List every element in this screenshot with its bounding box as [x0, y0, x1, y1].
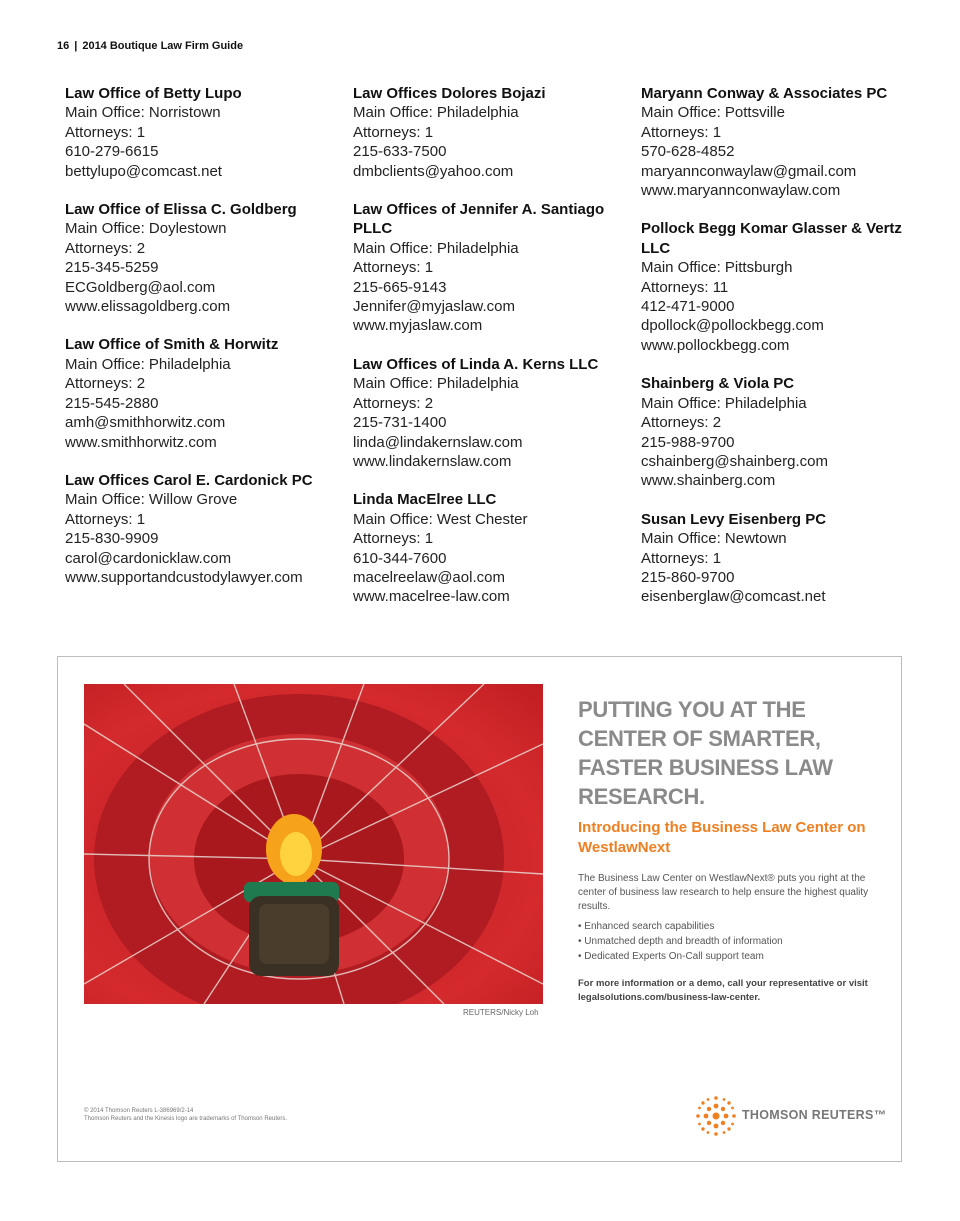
- firm-detail-line: 610-279-6615: [65, 143, 159, 161]
- firm-detail-line: Attorneys: 2: [353, 394, 434, 412]
- firm-detail-line: 412-471-9000: [641, 298, 735, 316]
- firm-name: Susan Levy Eisenberg PC: [641, 510, 827, 528]
- firm-detail-line: Attorneys: 1: [353, 259, 434, 277]
- firm-name: Law Office of Betty Lupo: [65, 85, 242, 102]
- firm-listing: [353, 490, 633, 606]
- firm-detail-line: www.myjaslaw.com: [353, 317, 483, 335]
- ad-subhead: Introducing the Business Law Center on WestlawNext: [578, 819, 866, 856]
- firm-name: Law Offices of Jennifer A. Santiago PLLC: [353, 201, 605, 238]
- firm-detail-line: 215-731-1400: [353, 414, 447, 432]
- ad-bullet: • Unmatched depth and breadth of information: [578, 934, 878, 949]
- firm-detail-line: www.lindakernslaw.com: [353, 452, 512, 470]
- firm-detail-line: 610-344-7600: [353, 549, 447, 567]
- firm-detail-line: Main Office: Philadelphia: [353, 239, 519, 257]
- firm-detail-line: cshainberg@shainberg.com: [641, 452, 828, 470]
- firm-detail-line: Attorneys: 1: [65, 510, 146, 528]
- firm-detail-line: www.supportandcustodylawyer.com: [65, 568, 303, 586]
- firm-detail-line: Main Office: Pottsville: [641, 104, 785, 122]
- firm-listing: [641, 510, 931, 607]
- firm-listing: [641, 219, 931, 355]
- ad-bullet: • Dedicated Experts On-Call support team: [578, 949, 878, 964]
- firm-detail-line: Main Office: Willow Grove: [65, 491, 238, 509]
- ad-headline: PUTTING YOU AT THE CENTER OF SMARTER, FASTER BUSINESS LAW RESEARCH.: [578, 697, 833, 809]
- firm-listing: [641, 84, 931, 200]
- firm-detail-line: Attorneys: 1: [641, 549, 722, 567]
- firm-detail-line: Attorneys: 2: [65, 239, 146, 257]
- firm-name: Law Offices Dolores Bojazi: [353, 85, 546, 102]
- photo-credit: REUTERS/Nicky Loh: [463, 1008, 539, 1017]
- firm-detail-line: Attorneys: 2: [641, 414, 722, 432]
- firm-listing: [353, 355, 633, 471]
- firm-detail-line: Main Office: Philadelphia: [641, 394, 807, 412]
- firm-detail-line: Attorneys: 1: [353, 530, 434, 548]
- firm-detail-line: Main Office: Philadelphia: [353, 375, 519, 393]
- ad-call-to-action: For more information or a demo, call your representative or visit legalsolutions.com/business-law-center.: [578, 978, 868, 1003]
- page-number: 16: [57, 40, 70, 52]
- firm-name: Law Office of Elissa C. Goldberg: [65, 201, 297, 219]
- ad-bullet: • Enhanced search capabilities: [578, 919, 878, 934]
- ad-bullet-list: [578, 919, 878, 964]
- firm-detail-line: 215-988-9700: [641, 433, 735, 451]
- firm-detail-line: www.elissagoldberg.com: [65, 298, 231, 316]
- firm-name: Law Offices Carol E. Cardonick PC: [65, 471, 313, 489]
- firm-listing: [65, 335, 345, 451]
- firm-listing: [641, 374, 931, 490]
- firm-name: Law Office of Smith & Horwitz: [65, 336, 279, 354]
- firm-detail-line: amh@smithhorwitz.com: [65, 414, 226, 432]
- firm-listing: [65, 200, 345, 316]
- firm-detail-line: Main Office: Pittsburgh: [641, 259, 793, 277]
- firm-name: Shainberg & Viola PC: [641, 375, 795, 393]
- firm-detail-line: dpollock@pollockbegg.com: [641, 317, 824, 335]
- firm-name: Linda MacElree LLC: [353, 491, 497, 509]
- firm-listing: [65, 84, 345, 181]
- balloon-illustration: [84, 684, 543, 1004]
- copyright-line: © 2014 Thomson Reuters L-386969/2-14: [84, 1108, 194, 1114]
- firm-listing: [353, 84, 633, 181]
- firm-detail-line: Main Office: West Chester: [353, 510, 528, 528]
- firm-detail-line: www.smithhorwitz.com: [65, 433, 217, 451]
- directory-column-1: [65, 84, 345, 606]
- firm-detail-line: 215-665-9143: [353, 278, 447, 296]
- firm-name: Maryann Conway & Associates PC: [641, 85, 888, 102]
- firm-name: Pollock Begg Komar Glasser & Vertz LLC: [641, 220, 902, 257]
- directory-column-2: [353, 84, 633, 626]
- hot-air-balloon-photo: [84, 684, 543, 1004]
- firm-detail-line: linda@lindakernslaw.com: [353, 433, 523, 451]
- firm-detail-line: Main Office: Philadelphia: [353, 104, 519, 122]
- firm-detail-line: bettylupo@comcast.net: [65, 162, 222, 180]
- firm-detail-line: 215-860-9700: [641, 568, 735, 586]
- westlaw-advertisement: [57, 656, 902, 1162]
- trademark-line: Thomson Reuters and the Kinesis logo are trademarks of Thomson Reuters.: [84, 1116, 287, 1122]
- firm-listing: [353, 200, 633, 336]
- firm-detail-line: Attorneys: 2: [65, 375, 146, 393]
- firm-detail-line: eisenberglaw@comcast.net: [641, 588, 826, 606]
- firm-detail-line: ECGoldberg@aol.com: [65, 278, 216, 296]
- firm-detail-line: carol@cardonicklaw.com: [65, 549, 232, 567]
- firm-detail-line: 215-545-2880: [65, 394, 159, 412]
- firm-detail-line: Attorneys: 1: [641, 123, 722, 141]
- firm-detail-line: 215-830-9909: [65, 530, 159, 548]
- firm-listing: [65, 471, 345, 587]
- directory-column-3: [641, 84, 931, 626]
- firm-name: Law Offices of Linda A. Kerns LLC: [353, 355, 599, 373]
- firm-detail-line: www.macelree-law.com: [353, 588, 510, 606]
- kinesis-logo-icon: [694, 1094, 738, 1138]
- firm-detail-line: 215-633-7500: [353, 143, 447, 161]
- firm-detail-line: Main Office: Philadelphia: [65, 355, 231, 373]
- firm-detail-line: 570-628-4852: [641, 143, 735, 161]
- firm-detail-line: dmbclients@yahoo.com: [353, 162, 514, 180]
- header-separator: |: [74, 40, 78, 52]
- firm-detail-line: Attorneys: 1: [65, 123, 146, 141]
- firm-detail-line: Main Office: Norristown: [65, 104, 221, 122]
- firm-detail-line: Main Office: Newtown: [641, 530, 787, 548]
- firm-detail-line: 215-345-5259: [65, 259, 159, 277]
- firm-detail-line: maryannconwaylaw@gmail.com: [641, 162, 857, 180]
- firm-detail-line: Attorneys: 11: [641, 278, 729, 296]
- firm-detail-line: macelreelaw@aol.com: [353, 568, 505, 586]
- ad-body: The Business Law Center on WestlawNext® puts you right at the center of business law research to help ensure the highest quality results.: [578, 873, 869, 912]
- firm-detail-line: www.pollockbegg.com: [641, 336, 790, 354]
- firm-detail-line: www.maryannconwaylaw.com: [641, 182, 841, 200]
- firm-detail-line: Jennifer@myjaslaw.com: [353, 298, 515, 316]
- page-header: [57, 40, 243, 52]
- thomson-reuters-logo: [694, 1094, 894, 1138]
- logo-wordmark: THOMSON REUTERS™: [742, 1108, 887, 1122]
- ad-copyright: [84, 1107, 287, 1123]
- firm-detail-line: www.shainberg.com: [641, 472, 776, 490]
- firm-detail-line: Main Office: Doylestown: [65, 220, 227, 238]
- firm-detail-line: Attorneys: 1: [353, 123, 434, 141]
- guide-title: 2014 Boutique Law Firm Guide: [82, 40, 244, 52]
